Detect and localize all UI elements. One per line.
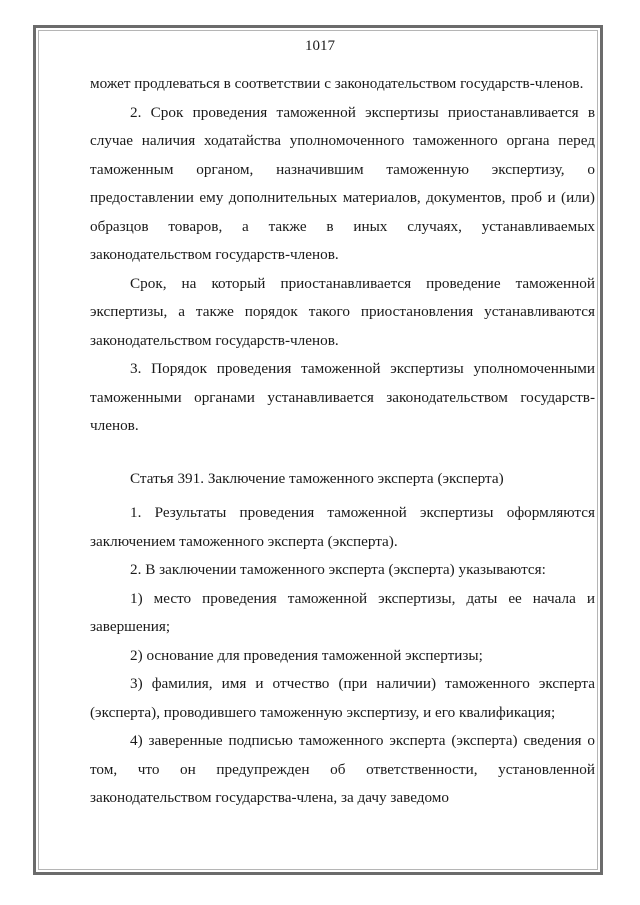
article-heading: Статья 391. Заключение таможенного эксперта (эксперта) — [130, 469, 504, 487]
paragraph-continuation: может продлеваться в соответствии с законодательством государств-членов. — [90, 75, 584, 92]
list-item-1: 1) место проведения таможенной экспертизы, даты ее начала и завершения; — [90, 589, 595, 635]
document-body — [90, 70, 595, 813]
paragraph-clause-3: 3. Порядок проведения таможенной экспертизы уполномоченными таможенными органами устанавливается законодательством государств-членов. — [90, 360, 595, 434]
paragraph-clause-1: 1. Результаты проведения таможенной экспертизы оформляются заключением таможенного эксперта (эксперта). — [90, 504, 595, 550]
list-item-3: 3) фамилия, имя и отчество (при наличии) таможенного эксперта (эксперта), проводившего таможенную экспертизу, и его квалификация; — [90, 675, 595, 721]
paragraph-clause-2-intro: 2. В заключении таможенного эксперта (эксперта) указываются: — [130, 561, 546, 578]
paragraph-clause-2: 2. Срок проведения таможенной экспертизы приостанавливается в случае наличия ходатайства уполномоченного таможенного органа перед таможенным органом, назначившим таможенную экспертизу, о предоставлении ему дополнительных материалов, документов, проб и (или) образцов товаров, а также в иных случаях, устанавливаемых законодательством государств-членов. — [90, 103, 595, 263]
page-number: 1017 — [305, 38, 335, 54]
list-item-2: 2) основание для проведения таможенной экспертизы; — [130, 646, 483, 664]
paragraph-suspension-term: Срок, на который приостанавливается проведение таможенной экспертизы, а также порядок такого приостановления устанавливаются законодательством государств-членов. — [90, 274, 595, 349]
list-item-4: 4) заверенные подписью таможенного эксперта (эксперта) сведения о том, что он предупрежден об ответственности, установленной законодательством государства-члена, за дачу заведомо — [90, 732, 595, 806]
